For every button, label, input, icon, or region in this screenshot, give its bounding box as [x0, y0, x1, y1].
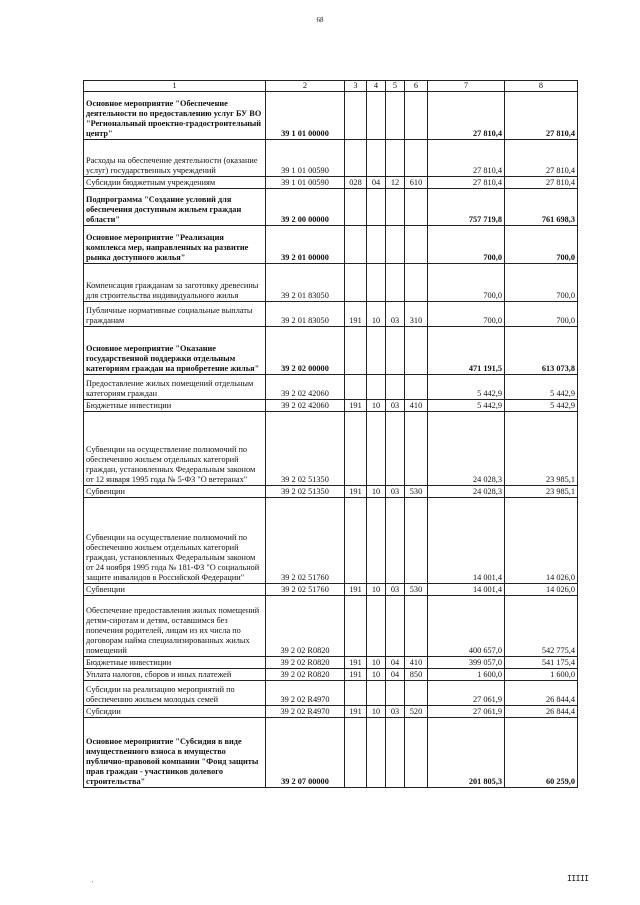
- row-name: Бюджетные инвестиции: [84, 657, 266, 669]
- amount-col8: 542 775,4: [505, 596, 578, 657]
- col4-value: [367, 596, 386, 657]
- col4-value: [367, 498, 386, 584]
- table-row: [84, 486, 578, 498]
- col6-value: [405, 327, 428, 375]
- col4-value: [367, 375, 386, 400]
- corner-mark: ': [92, 881, 94, 887]
- amount-col8: 26 844,4: [505, 706, 578, 718]
- amount-col7: 27 810,4: [428, 140, 505, 177]
- row-name: Основное мероприятие "Субсидия в виде имущественного взноса в имущество публично-правовой компании "Фонд защиты прав граждан - участников долевого строительства": [84, 718, 266, 788]
- row-code: 39 2 02 R0820: [266, 669, 345, 681]
- amount-col7: 400 657,0: [428, 596, 505, 657]
- col5-value: 03: [386, 400, 405, 412]
- col3-value: [345, 412, 367, 486]
- col6-value: [405, 412, 428, 486]
- col3-value: [345, 140, 367, 177]
- row-name: Подпрограмма "Создание условий для обеспечения доступным жильем граждан области": [84, 189, 266, 226]
- col6-value: 530: [405, 486, 428, 498]
- row-name: Субвенции: [84, 486, 266, 498]
- col4-value: 10: [367, 486, 386, 498]
- row-name: Расходы на обеспечение деятельности (оказание услуг) государственных учреждений: [84, 140, 266, 177]
- row-code: 39 2 02 R0820: [266, 596, 345, 657]
- table-row: [84, 177, 578, 189]
- amount-col7: 14 001,4: [428, 584, 505, 596]
- col5-value: 04: [386, 669, 405, 681]
- col5-value: 03: [386, 706, 405, 718]
- table-row: [84, 375, 578, 400]
- table-row: [84, 264, 578, 302]
- page-number: 68: [316, 16, 324, 24]
- col5-value: 03: [386, 584, 405, 596]
- col6-value: [405, 498, 428, 584]
- col4-value: 10: [367, 584, 386, 596]
- row-name: Субвенции на осуществление полномочий по обеспечению жильем отдельных категорий граждан, установленных Федеральным законом от 24 ноября 1995 года № 181-ФЗ "О социальной защите инвалидов в Российской Федерации": [84, 498, 266, 584]
- col5-value: [386, 681, 405, 706]
- col3-value: 028: [345, 177, 367, 189]
- col3-value: [345, 681, 367, 706]
- row-code: 39 2 02 00000: [266, 327, 345, 375]
- col5-value: [386, 226, 405, 264]
- amount-col7: 27 810,4: [428, 177, 505, 189]
- col6-value: 310: [405, 302, 428, 327]
- table-row: [84, 681, 578, 706]
- row-code: 39 2 02 R4970: [266, 706, 345, 718]
- amount-col8: 5 442,9: [505, 375, 578, 400]
- column-header: 7: [428, 81, 505, 92]
- table-row: [84, 189, 578, 226]
- amount-col8: 613 073,8: [505, 327, 578, 375]
- row-code: 39 2 02 R4970: [266, 681, 345, 706]
- budget-table: [83, 80, 578, 788]
- col6-value: [405, 264, 428, 302]
- amount-col7: 5 442,9: [428, 375, 505, 400]
- col3-value: [345, 189, 367, 226]
- col4-value: 10: [367, 657, 386, 669]
- amount-col7: 700,0: [428, 302, 505, 327]
- col4-value: [367, 718, 386, 788]
- col3-value: [345, 375, 367, 400]
- barcode-mark: IIIII: [567, 874, 589, 883]
- row-code: 39 2 02 42060: [266, 400, 345, 412]
- row-name: Субвенции: [84, 584, 266, 596]
- table-row: [84, 657, 578, 669]
- col5-value: [386, 596, 405, 657]
- amount-col7: 201 805,3: [428, 718, 505, 788]
- column-header: 3: [345, 81, 367, 92]
- amount-col7: 1 600,0: [428, 669, 505, 681]
- amount-col7: 5 442,9: [428, 400, 505, 412]
- col3-value: 191: [345, 486, 367, 498]
- row-name: Предоставление жилых помещений отдельным категориям граждан: [84, 375, 266, 400]
- amount-col8: 27 810,4: [505, 177, 578, 189]
- col3-value: 191: [345, 657, 367, 669]
- col5-value: [386, 375, 405, 400]
- row-code: 39 2 01 00000: [266, 226, 345, 264]
- col5-value: 04: [386, 657, 405, 669]
- col4-value: 10: [367, 706, 386, 718]
- column-header: 5: [386, 81, 405, 92]
- amount-col8: 5 442,9: [505, 400, 578, 412]
- col5-value: 03: [386, 302, 405, 327]
- table-row: [84, 706, 578, 718]
- col4-value: 04: [367, 177, 386, 189]
- amount-col7: 24 028,3: [428, 412, 505, 486]
- row-code: 39 2 02 51760: [266, 498, 345, 584]
- row-name: Публичные нормативные социальные выплаты гражданам: [84, 302, 266, 327]
- col6-value: [405, 375, 428, 400]
- amount-col8: 14 026,0: [505, 584, 578, 596]
- col5-value: [386, 92, 405, 140]
- table-row: [84, 92, 578, 140]
- col4-value: [367, 327, 386, 375]
- amount-col8: 26 844,4: [505, 681, 578, 706]
- column-header: 4: [367, 81, 386, 92]
- col6-value: [405, 226, 428, 264]
- amount-col8: 1 600,0: [505, 669, 578, 681]
- amount-col7: 27 810,4: [428, 92, 505, 140]
- col3-value: 191: [345, 584, 367, 596]
- col3-value: [345, 264, 367, 302]
- col6-value: 530: [405, 584, 428, 596]
- col4-value: [367, 92, 386, 140]
- row-code: 39 2 02 51350: [266, 486, 345, 498]
- row-code: 39 1 01 00000: [266, 92, 345, 140]
- table-header-row: [84, 81, 578, 92]
- amount-col8: 761 698,3: [505, 189, 578, 226]
- col4-value: 10: [367, 400, 386, 412]
- col3-value: [345, 226, 367, 264]
- row-name: Бюджетные инвестиции: [84, 400, 266, 412]
- amount-col8: 27 810,4: [505, 92, 578, 140]
- col4-value: [367, 264, 386, 302]
- col6-value: [405, 718, 428, 788]
- table-row: [84, 669, 578, 681]
- row-code: 39 2 00 00000: [266, 189, 345, 226]
- row-name: Основное мероприятие "Обеспечение деятельности по предоставлению услуг БУ ВО "Региональный проектно-градостроительный центр": [84, 92, 266, 140]
- amount-col8: 27 810,4: [505, 140, 578, 177]
- amount-col7: 27 061,9: [428, 706, 505, 718]
- col4-value: [367, 140, 386, 177]
- col5-value: 03: [386, 486, 405, 498]
- table-row: [84, 498, 578, 584]
- col3-value: 191: [345, 400, 367, 412]
- amount-col7: 700,0: [428, 226, 505, 264]
- row-code: 39 2 02 42060: [266, 375, 345, 400]
- amount-col7: 14 001,4: [428, 498, 505, 584]
- col5-value: 12: [386, 177, 405, 189]
- table-row: [84, 140, 578, 177]
- amount-col8: 23 985,1: [505, 412, 578, 486]
- row-name: Обеспечение предоставления жилых помещений детям-сиротам и детям, оставшимся без попечения родителей, лицам из их числа по договорам найма специализированных жилых помещений: [84, 596, 266, 657]
- row-code: 39 2 02 R0820: [266, 657, 345, 669]
- amount-col8: 60 259,0: [505, 718, 578, 788]
- col3-value: [345, 498, 367, 584]
- col4-value: [367, 681, 386, 706]
- col5-value: [386, 327, 405, 375]
- row-name: Субвенции на осуществление полномочий по обеспечению жильем отдельных категорий граждан, установленных Федеральным законом от 12 января 1995 года № 5-ФЗ "О ветеранах": [84, 412, 266, 486]
- col4-value: [367, 189, 386, 226]
- col3-value: [345, 718, 367, 788]
- row-code: 39 1 01 00590: [266, 140, 345, 177]
- amount-col7: 471 191,5: [428, 327, 505, 375]
- table-row: [84, 327, 578, 375]
- table-row: [84, 596, 578, 657]
- col6-value: 410: [405, 657, 428, 669]
- amount-col8: 14 026,0: [505, 498, 578, 584]
- row-name: Субсидии: [84, 706, 266, 718]
- amount-col8: 23 985,1: [505, 486, 578, 498]
- row-code: 39 2 01 83050: [266, 302, 345, 327]
- col4-value: [367, 412, 386, 486]
- amount-col7: 399 057,0: [428, 657, 505, 669]
- col3-value: [345, 92, 367, 140]
- col5-value: [386, 140, 405, 177]
- row-name: Основное мероприятие "Реализация комплекса мер, направленных на развитие рынка доступного жилья": [84, 226, 266, 264]
- col6-value: [405, 140, 428, 177]
- row-code: 39 2 07 00000: [266, 718, 345, 788]
- col5-value: [386, 264, 405, 302]
- table-row: [84, 718, 578, 788]
- col4-value: 10: [367, 302, 386, 327]
- amount-col8: 541 175,4: [505, 657, 578, 669]
- row-name: Основное мероприятие "Оказание государственной поддержки отдельным категориям граждан на приобретение жилья": [84, 327, 266, 375]
- amount-col7: 24 028,3: [428, 486, 505, 498]
- col3-value: 191: [345, 302, 367, 327]
- column-header: 8: [505, 81, 578, 92]
- row-name: Уплата налогов, сборов и иных платежей: [84, 669, 266, 681]
- col5-value: [386, 412, 405, 486]
- col6-value: [405, 92, 428, 140]
- col3-value: 191: [345, 669, 367, 681]
- col6-value: [405, 189, 428, 226]
- row-name: Компенсация гражданам за заготовку древесины для строительства индивидуального жилья: [84, 264, 266, 302]
- col5-value: [386, 718, 405, 788]
- table-row: [84, 302, 578, 327]
- amount-col8: 700,0: [505, 302, 578, 327]
- col6-value: 850: [405, 669, 428, 681]
- amount-col8: 700,0: [505, 264, 578, 302]
- col6-value: 410: [405, 400, 428, 412]
- amount-col8: 700,0: [505, 226, 578, 264]
- col3-value: [345, 596, 367, 657]
- row-name: Субсидии бюджетным учреждениям: [84, 177, 266, 189]
- table-row: [84, 412, 578, 486]
- table-row: [84, 226, 578, 264]
- col5-value: [386, 498, 405, 584]
- col3-value: 191: [345, 706, 367, 718]
- col6-value: 520: [405, 706, 428, 718]
- row-code: 39 1 01 00590: [266, 177, 345, 189]
- col6-value: [405, 596, 428, 657]
- col6-value: 610: [405, 177, 428, 189]
- column-header: 1: [84, 81, 266, 92]
- col3-value: [345, 327, 367, 375]
- column-header: 2: [266, 81, 345, 92]
- amount-col7: 700,0: [428, 264, 505, 302]
- row-code: 39 2 01 83050: [266, 264, 345, 302]
- table-row: [84, 400, 578, 412]
- row-name: Субсидии на реализацию мероприятий по обеспечению жильем молодых семей: [84, 681, 266, 706]
- table-row: [84, 584, 578, 596]
- row-code: 39 2 02 51760: [266, 584, 345, 596]
- amount-col7: 27 061,9: [428, 681, 505, 706]
- col4-value: [367, 226, 386, 264]
- amount-col7: 757 719,8: [428, 189, 505, 226]
- col4-value: 10: [367, 669, 386, 681]
- col5-value: [386, 189, 405, 226]
- column-header: 6: [405, 81, 428, 92]
- col6-value: [405, 681, 428, 706]
- row-code: 39 2 02 51350: [266, 412, 345, 486]
